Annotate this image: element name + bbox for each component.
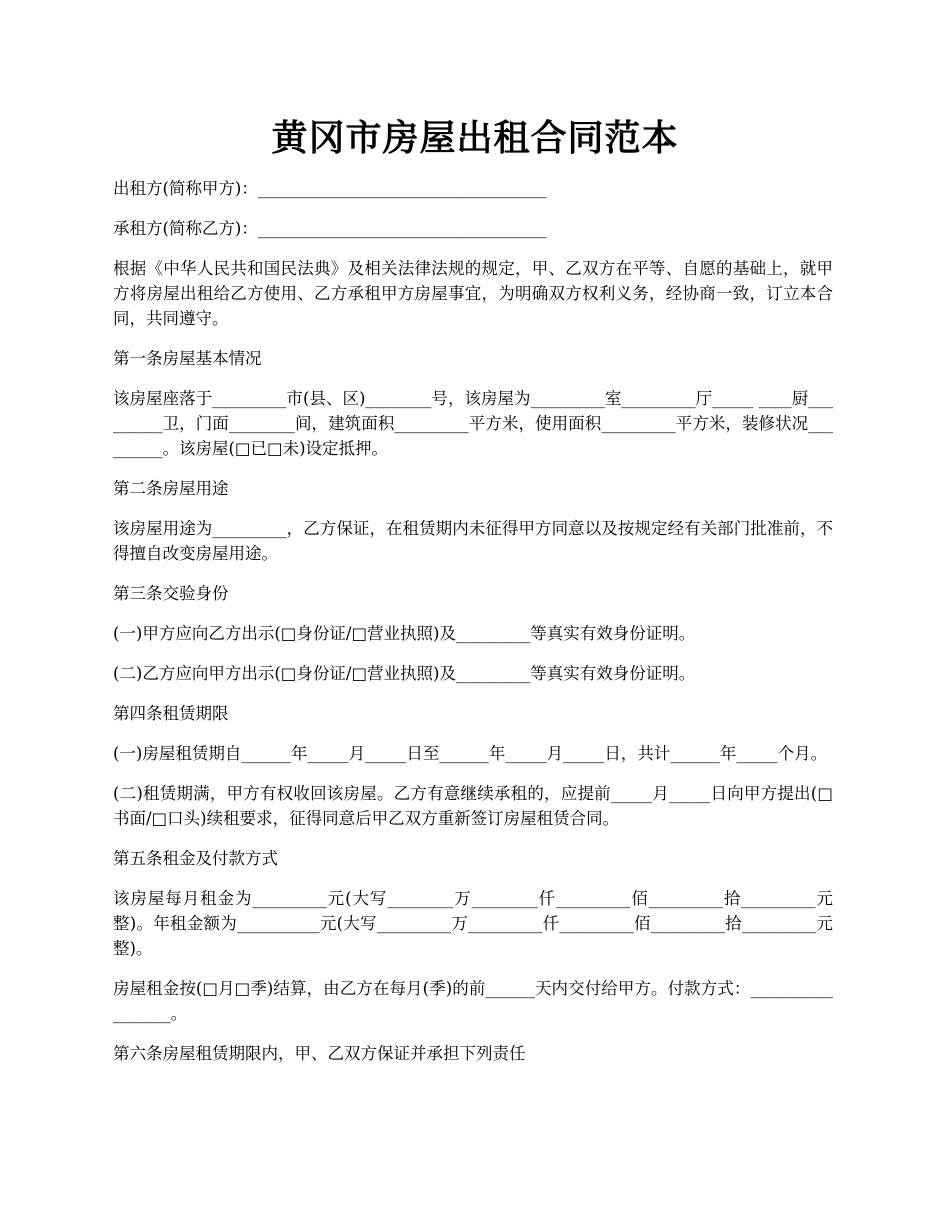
article-5-rent-amount: 该房屋每月租金为_________元(大写________万________仟_________佰_________拾_________元整)。年租金额为__________元(大写_________万_________仟_________佰_________拾_________元整)。: [113, 889, 833, 958]
article-1-body: 该房屋座落于_________市(县、区)________号，该房屋为_________室_________厅_____ ____厨_________卫，门面________间，建筑面积_________平方米，使用面积_________平方米，装修状况_________。该房屋(□已□未)设定抵押。: [113, 389, 833, 458]
article-3-clause-2: (二)乙方应向甲方出示(□身份证/□营业执照)及_________等真实有效身份证明。: [113, 664, 696, 683]
article-6-heading: 第六条房屋租赁期限内，甲、乙双方保证并承担下列责任: [113, 1044, 526, 1063]
article-5-heading: 第五条租金及付款方式: [113, 849, 278, 868]
article-2-body: 该房屋用途为_________，乙方保证，在租赁期内未征得甲方同意以及按规定经有关部门批准前，不得擅自改变房屋用途。: [113, 519, 833, 563]
document-title: 黄冈市房屋出租合同范本: [271, 117, 679, 159]
article-3-clause-1: (一)甲方应向乙方出示(□身份证/□营业执照)及_________等真实有效身份证明。: [113, 624, 696, 643]
article-1-heading: 第一条房屋基本情况: [113, 349, 262, 368]
article-5-payment-method: 房屋租金按(□月□季)结算，由乙方在每月(季)的前______天内交付给甲方。付款方式：_________________。: [113, 979, 833, 1023]
lessee-line: 承租方(简称乙方)：___________________________________: [113, 219, 547, 238]
article-3-heading: 第三条交验身份: [113, 584, 229, 603]
preamble-paragraph: 根据《中华人民共和国民法典》及相关法律法规的规定，甲、乙双方在平等、自愿的基础上，就甲方将房屋出租给乙方使用、乙方承租甲方房屋事宜，为明确双方权利义务，经协商一致，订立本合同，共同遵守。: [113, 259, 833, 328]
article-4-clause-1: (一)房屋租赁期自______年_____月_____日至______年_____月_____日，共计______年_____个月。: [113, 744, 828, 763]
article-4-heading: 第四条租赁期限: [113, 704, 229, 723]
article-2-heading: 第二条房屋用途: [113, 479, 229, 498]
lessor-line: 出租方(简称甲方)：___________________________________: [113, 179, 547, 198]
article-4-clause-2: (二)租赁期满，甲方有权收回该房屋。乙方有意继续承租的，应提前_____月_____日向甲方提出(□书面/□口头)续租要求，征得同意后甲乙双方重新签订房屋租赁合同。: [113, 784, 833, 828]
document-body: [113, 176, 833, 1081]
